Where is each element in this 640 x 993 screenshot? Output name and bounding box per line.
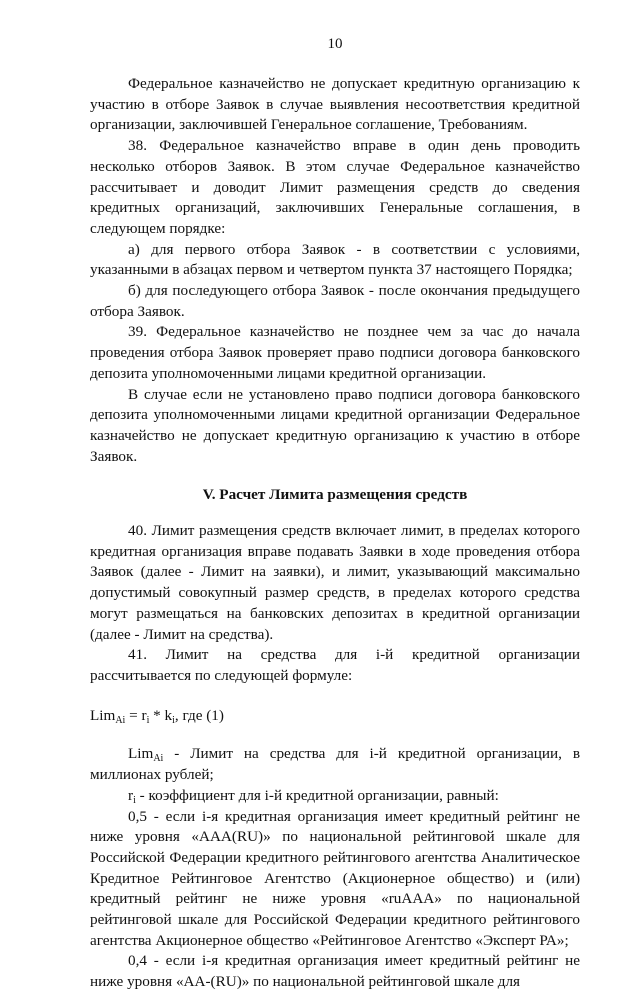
- paragraph-40: 40. Лимит размещения средств включает лимит, в пределах которого кредитная организация вправе подавать Заявки в ходе проведения отбора Заявок (далее - Лимит на заявки), и лимит, указывающий максимально допустимый совокупный размер средств, в пределах которого средства могут размещаться на банковских депозитах в кредитной организации (далее - Лимит на средства).: [90, 522, 580, 643]
- paragraph-treasury-exclusion: Федеральное казначейство не допускает кредитную организацию к участию в отборе Заявок в случае выявления несоответствия кредитной организации, заключившей Генеральное соглашение, Требованиям.: [90, 75, 580, 134]
- definition-ri: $r_i$ - коэффициент для i-й кредитной организации, равный:: [128, 786, 499, 806]
- section-heading: V. Расчет Лимита размещения средств: [202, 486, 468, 504]
- paragraph-coefficient-04: 0,4 - если i-я кредитная организация имеет кредитный рейтинг не ниже уровня «AA-(RU)» по национальной рейтинговой шкале для: [90, 952, 580, 991]
- page-number: 10: [327, 36, 343, 52]
- paragraph-38a: а) для первого отбора Заявок - в соответствии с условиями, указанными в абзацах первом и четвертом пункта 37 настоящего Порядка;: [90, 240, 580, 279]
- paragraph-38: 38. Федеральное казначейство вправе в один день проводить несколько отборов Заявок. В этом случае Федеральное казначейство рассчитывает и доводит Лимит размещения средств до сведения кредитных организаций, заключивших Генеральные соглашения, в следующем порядке:: [90, 137, 580, 237]
- paragraph-38b: б) для последующего отбора Заявок - после окончания предыдущего отбора Заявок.: [90, 282, 580, 320]
- definition-lim: Lim$_{Ai}$ - Лимит на средства для i-й кредитной организации, в миллионах рублей;: [90, 745, 580, 784]
- formula-limit: $Lim_{Ai} = r_i * k_i$, где (1): [90, 706, 224, 726]
- paragraph-coefficient-05: 0,5 - если i-я кредитная организация имеет кредитный рейтинг не ниже уровня «AAA(RU)» по национальной рейтинговой шкале для Российской Федерации кредитного рейтингового агентства Аналитическое Кредитное Рейтинговое Агентство (Акционерное общество) и (или) кредитный рейтинг не ниже уровня «ruAAA» по национальной рейтинговой шкале для Российской Федерации кредитного рейтингового агентства Акционерное общество «Рейтинговое Агентство «Эксперт РА»;: [90, 807, 580, 949]
- paragraph-39: 39. Федеральное казначейство не позднее чем за час до начала проведения отбора Заявок проверяет право подписи договора банковского депозита уполномоченными лицами кредитной организации.: [90, 323, 580, 382]
- paragraph-41: 41. Лимит на средства для i-й кредитной организации рассчитывается по следующей формуле:: [90, 646, 580, 684]
- paragraph-39-continued: В случае если не установлено право подписи договора банковского депозита уполномоченными лицами кредитной организации Федеральное казначейство не допускает кредитную организацию к участию в отборе Заявок.: [90, 385, 580, 465]
